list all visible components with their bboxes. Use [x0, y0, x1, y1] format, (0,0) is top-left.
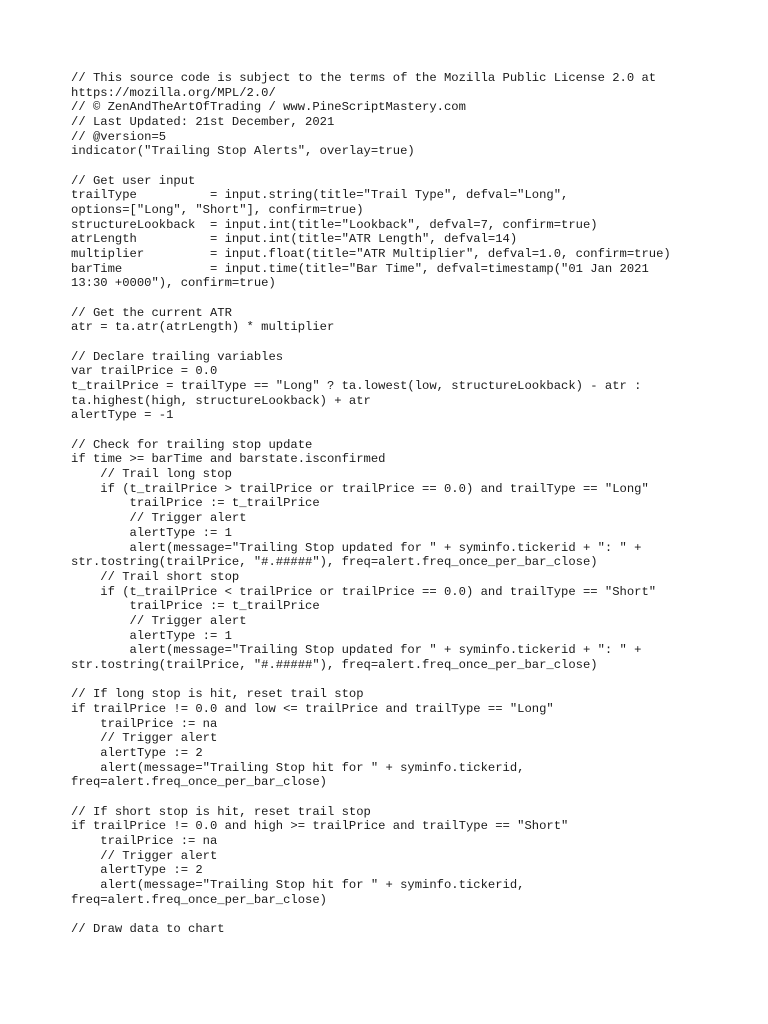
code-line: alertType := 2 — [71, 745, 203, 760]
code-line: multiplier = input.float(title="ATR Multiplier", defval=1.0, confirm=true) — [71, 247, 671, 262]
code-line: if trailPrice != 0.0 and low <= trailPrice and trailType == "Long" — [71, 701, 554, 716]
code-line: atrLength = input.int(title="ATR Length", defval=14) — [71, 232, 518, 247]
code-line: alertType := 1 — [71, 525, 232, 540]
code-line: // Trail short stop — [71, 569, 240, 584]
code-line: str.tostring(trailPrice, "#.#####"), freq=alert.freq_once_per_bar_close) — [71, 555, 598, 570]
code-line: // Trigger alert — [71, 613, 247, 628]
code-line: trailPrice := na — [71, 716, 218, 731]
code-line: t_trailPrice = trailType == "Long" ? ta.lowest(low, structureLookback) - atr : — [71, 379, 642, 394]
code-line: if time >= barTime and barstate.isconfirmed — [71, 452, 386, 467]
code-line — [71, 159, 721, 174]
code-line: trailType = input.string(title="Trail Type", defval="Long", — [71, 188, 569, 203]
code-line: // Last Updated: 21st December, 2021 — [71, 115, 335, 130]
code-line — [71, 673, 721, 688]
code-line: alert(message="Trailing Stop hit for " + syminfo.tickerid, — [71, 877, 525, 892]
code-line: if (t_trailPrice < trailPrice or trailPrice == 0.0) and trailType == "Short" — [71, 584, 657, 599]
code-line: // © ZenAndTheArtOfTrading / www.PineScriptMastery.com — [71, 100, 466, 115]
code-line: // Get the current ATR — [71, 305, 232, 320]
code-line — [71, 423, 721, 438]
code-line: // Check for trailing stop update — [71, 437, 313, 452]
code-line: // Trigger alert — [71, 511, 247, 526]
code-line: alert(message="Trailing Stop hit for " + syminfo.tickerid, — [71, 760, 525, 775]
code-line: ta.highest(high, structureLookback) + atr — [71, 393, 371, 408]
code-line: atr = ta.atr(atrLength) * multiplier — [71, 320, 335, 335]
code-line: 13:30 +0000"), confirm=true) — [71, 276, 276, 291]
code-line: if trailPrice != 0.0 and high >= trailPrice and trailType == "Short" — [71, 819, 569, 834]
code-line: https://mozilla.org/MPL/2.0/ — [71, 85, 276, 100]
code-line: options=["Long", "Short"], confirm=true) — [71, 203, 364, 218]
code-line: str.tostring(trailPrice, "#.#####"), freq=alert.freq_once_per_bar_close) — [71, 657, 598, 672]
code-line: alertType := 2 — [71, 863, 203, 878]
code-line: // This source code is subject to the terms of the Mozilla Public License 2.0 at — [71, 71, 657, 85]
code-line: barTime = input.time(title="Bar Time", defval=timestamp("01 Jan 2021 — [71, 261, 649, 276]
code-line: // Trail long stop — [71, 467, 232, 482]
code-line: alert(message="Trailing Stop updated for " + syminfo.tickerid + ": " + — [71, 643, 642, 658]
code-line — [71, 335, 721, 350]
code-line: // Get user input — [71, 173, 196, 188]
code-line: alertType = -1 — [71, 408, 174, 423]
code-line: // Trigger alert — [71, 848, 218, 863]
code-line: // Trigger alert — [71, 731, 218, 746]
code-line: if (t_trailPrice > trailPrice or trailPrice == 0.0) and trailType == "Long" — [71, 481, 649, 496]
source-code-block — [71, 71, 721, 937]
code-line: // If short stop is hit, reset trail stop — [71, 804, 371, 819]
code-line: alertType := 1 — [71, 628, 232, 643]
code-line — [71, 291, 721, 306]
code-line: structureLookback = input.int(title="Lookback", defval=7, confirm=true) — [71, 217, 598, 232]
code-line: // If long stop is hit, reset trail stop — [71, 687, 364, 702]
code-line — [71, 907, 721, 922]
code-line: indicator("Trailing Stop Alerts", overlay=true) — [71, 144, 415, 159]
code-line: trailPrice := na — [71, 833, 218, 848]
code-line — [71, 790, 721, 805]
code-line: var trailPrice = 0.0 — [71, 364, 218, 379]
code-line: freq=alert.freq_once_per_bar_close) — [71, 892, 327, 907]
code-line: // Declare trailing variables — [71, 349, 284, 364]
code-line: trailPrice := t_trailPrice — [71, 599, 320, 614]
code-line: freq=alert.freq_once_per_bar_close) — [71, 775, 327, 790]
code-line: // @version=5 — [71, 129, 167, 144]
code-line: alert(message="Trailing Stop updated for " + syminfo.tickerid + ": " + — [71, 540, 642, 555]
code-line: trailPrice := t_trailPrice — [71, 496, 320, 511]
code-line: // Draw data to chart — [71, 921, 225, 936]
